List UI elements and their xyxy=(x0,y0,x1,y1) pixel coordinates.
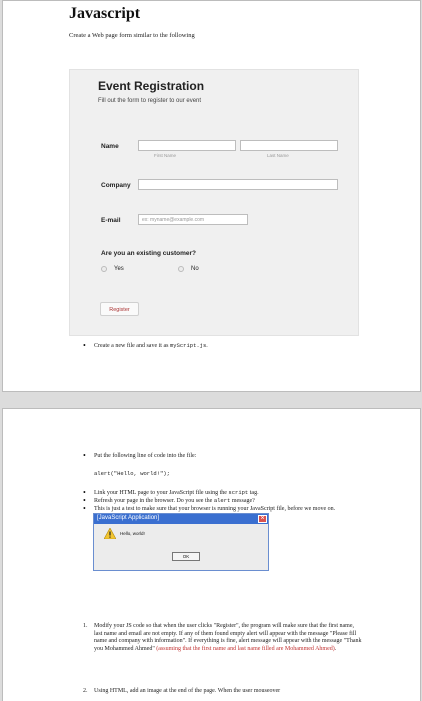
bullet-refresh: Refresh your page in the browser. Do you see the alert message? xyxy=(94,497,255,504)
item-number: 2. xyxy=(83,688,88,694)
yes-label: Yes xyxy=(114,266,124,272)
no-label: No xyxy=(191,266,199,272)
close-icon[interactable]: × xyxy=(258,515,267,523)
document-page-2 xyxy=(2,408,421,701)
bullet-code-line: Put the following line of code into the file: xyxy=(94,453,197,459)
bullet-dot: • xyxy=(83,451,86,460)
bullet-dot: • xyxy=(83,496,86,505)
dialog-title: [JavaScript Application] xyxy=(97,515,160,521)
bullet-link-script: Link your HTML page to your JavaScript file using the script tag. xyxy=(94,489,259,496)
no-radio[interactable] xyxy=(178,266,184,272)
intro-text: Create a Web page form similar to the following xyxy=(69,32,195,39)
first-name-hint: First Name xyxy=(154,153,177,158)
bullet-dot: • xyxy=(83,488,86,497)
event-registration-form xyxy=(69,69,359,336)
last-name-hint: Last Name xyxy=(267,153,289,158)
bullet-dot: • xyxy=(83,341,86,350)
company-label: Company xyxy=(101,182,131,189)
bullet-test: This is just a test to make sure that your browser is running your JavaScript file, before we move on. xyxy=(94,506,336,512)
dialog-title-bar xyxy=(94,514,268,524)
document-page-1 xyxy=(2,0,421,392)
customer-question: Are you an existing customer? xyxy=(101,250,196,257)
instruction-2: Using HTML, add an image at the end of the page. When the user mouseover xyxy=(94,688,281,694)
name-label: Name xyxy=(101,143,119,150)
page-heading: Javascript xyxy=(69,5,141,22)
register-button[interactable]: Register xyxy=(100,302,139,316)
company-input[interactable] xyxy=(138,179,338,190)
email-label: E-mail xyxy=(101,217,121,224)
ok-button[interactable]: OK xyxy=(172,552,200,561)
alert-dialog xyxy=(93,513,269,571)
bullet-create-file: Create a new file and save it as myScript.js. xyxy=(94,342,208,349)
form-subtitle: Fill out the form to register to our event xyxy=(98,98,202,104)
warning-icon xyxy=(104,528,116,539)
item-number: 1. xyxy=(83,623,88,629)
code-snippet: alert("Hello, world!"); xyxy=(94,470,170,477)
bullet-dot: • xyxy=(83,504,86,513)
yes-radio[interactable] xyxy=(101,266,107,272)
dialog-message: Hello, world! xyxy=(120,531,145,536)
first-name-input[interactable] xyxy=(138,140,236,151)
email-input[interactable]: ex: myname@example.com xyxy=(138,214,248,225)
last-name-input[interactable] xyxy=(240,140,338,151)
form-title: Event Registration xyxy=(98,79,205,93)
instruction-1: Modify your JS code so that when the user clicks "Register", the program will make sure that the first name, last name and email are not empty. If any of them found empty alert will appear with the message "Please fill name and company with information". If everything is fine, alert message will appear with the message "Thank you Mohammed Ahmed" (assuming that the first name and last name filled are Mohammed Ahmed). xyxy=(94,623,362,652)
